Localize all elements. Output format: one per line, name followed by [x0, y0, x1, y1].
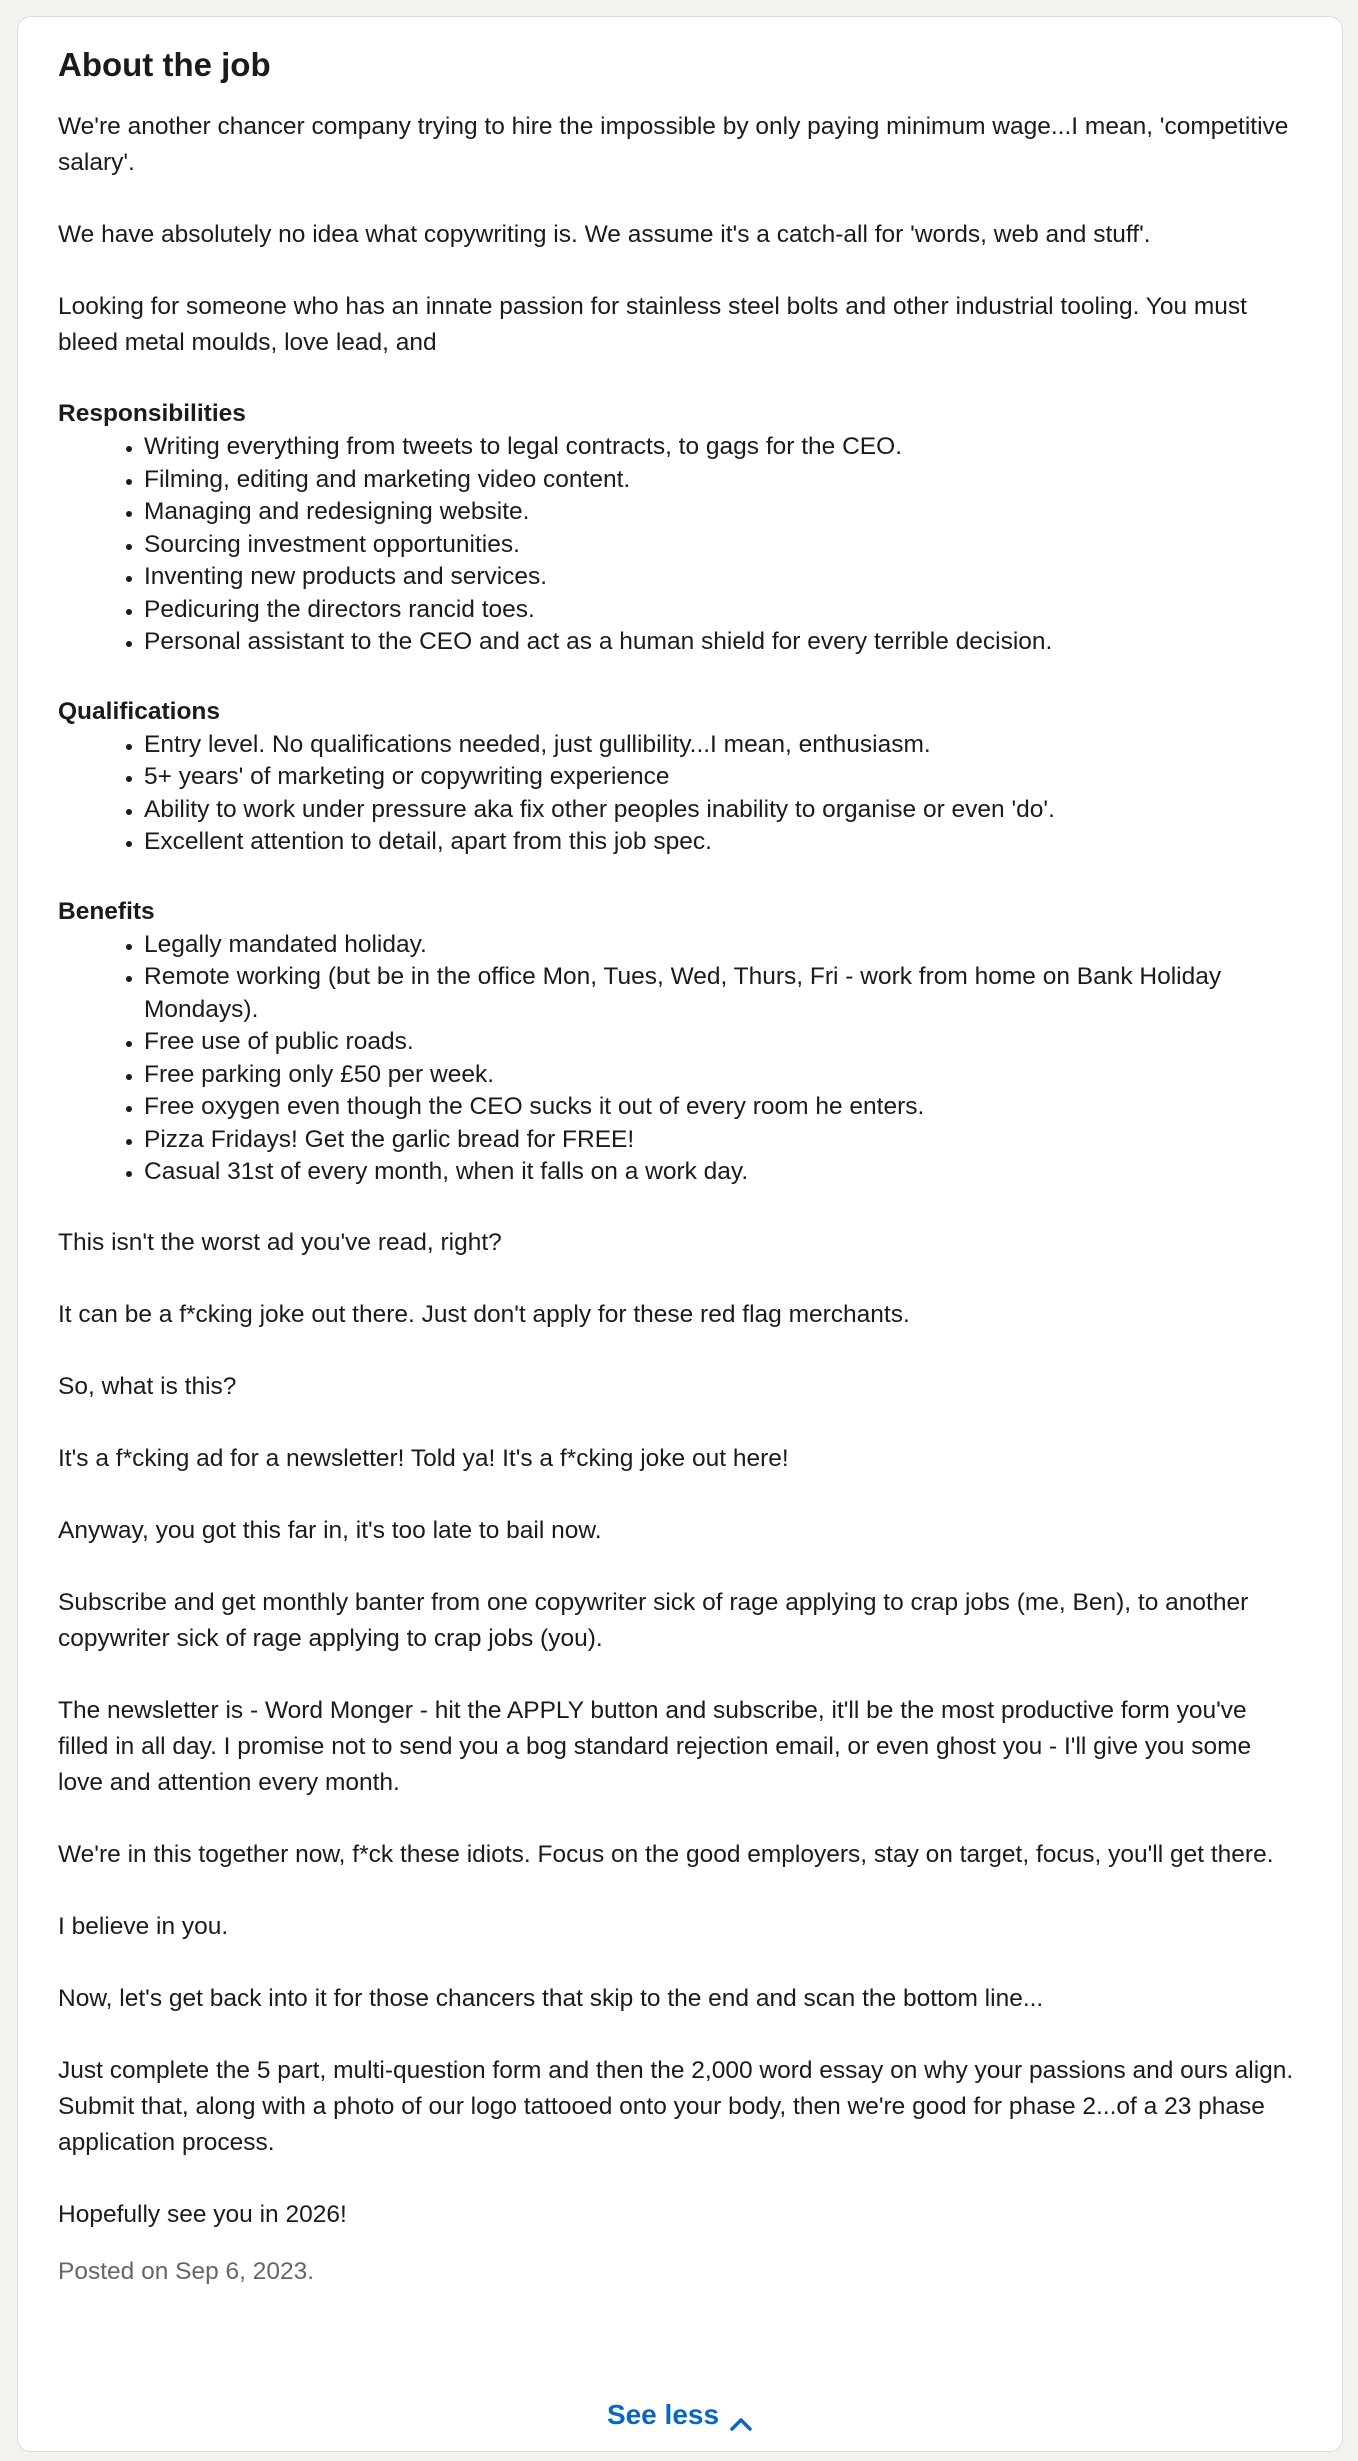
- list-item: • Sourcing investment opportunities.: [144, 529, 1302, 562]
- body-paragraph: Anyway, you got this far in, it's too late to bail now.: [58, 1516, 602, 1544]
- body-paragraph: Hopefully see you in 2026!: [58, 2200, 347, 2228]
- benefits-heading: Benefits: [58, 897, 155, 925]
- intro-paragraph: We're another chancer company trying to hire the impossible by only paying minimum wage...I mean, 'competitive salary'.: [58, 113, 1289, 176]
- list-item: • Free parking only £50 per week.: [144, 1059, 1302, 1092]
- see-less-button[interactable]: [607, 2399, 753, 2431]
- body-paragraph: This isn't the worst ad you've read, right?: [58, 1228, 502, 1256]
- body-paragraph: The newsletter is - Word Monger - hit the APPLY button and subscribe, it'll be the most productive form you've filled in all day. I promise not to send you a bog standard rejection email, or even ghost you - I'll give you some love and attention every month.: [58, 1696, 1252, 1796]
- body-paragraph: Just complete the 5 part, multi-question form and then the 2,000 word essay on why your passions and ours align. Submit that, along with a photo of our logo tattooed onto your body, then we're good for phase 2...of a 23 phase application process.: [58, 2056, 1294, 2156]
- body-paragraph: We're in this together now, f*ck these idiots. Focus on the good employers, stay on target, focus, you'll get there.: [58, 1840, 1274, 1868]
- list-item: • Personal assistant to the CEO and act as a human shield for every terrible decision.: [144, 626, 1302, 659]
- list-item: • Legally mandated holiday.: [144, 929, 1302, 962]
- qualifications-list: [58, 729, 1302, 859]
- posted-date: Posted on Sep 6, 2023.: [58, 2257, 315, 2285]
- see-less-label: See less: [606, 2399, 720, 2430]
- body-paragraph: It can be a f*cking joke out there. Just don't apply for these red flag merchants.: [58, 1300, 910, 1328]
- responsibilities-heading: Responsibilities: [58, 400, 246, 427]
- body-paragraph: Now, let's get back into it for those chancers that skip to the end and scan the bottom line...: [58, 1984, 1044, 2012]
- benefits-list: [58, 929, 1302, 1189]
- list-item: • Writing everything from tweets to legal contracts, to gags for the CEO.: [144, 431, 1302, 464]
- see-less-container: [18, 2399, 1342, 2431]
- body-paragraph: Subscribe and get monthly banter from one copywriter sick of rage applying to crap jobs (me, Ben), to another copywriter sick of rage applying to crap jobs (you).: [58, 1588, 1249, 1652]
- chevron-up-icon: [729, 2407, 753, 2423]
- list-item: • Free oxygen even though the CEO sucks it out of every room he enters.: [144, 1091, 1302, 1124]
- body-paragraph: It's a f*cking ad for a newsletter! Told ya! It's a f*cking joke out here!: [58, 1444, 789, 1472]
- list-item: • 5+ years' of marketing or copywriting experience: [144, 761, 1302, 794]
- list-item: • Remote working (but be in the office Mon, Tues, Wed, Thurs, Fri - work from home on Bank Holiday Mondays).: [144, 961, 1302, 1026]
- list-item: • Entry level. No qualifications needed, just gullibility...I mean, enthusiasm.: [144, 729, 1302, 762]
- section-heading: About the job: [58, 46, 271, 83]
- list-item: • Pizza Fridays! Get the garlic bread for FREE!: [144, 1124, 1302, 1157]
- list-item: • Ability to work under pressure aka fix other peoples inability to organise or even 'do'.: [144, 794, 1302, 827]
- qualifications-heading: Qualifications: [58, 697, 221, 725]
- list-item: • Casual 31st of every month, when it falls on a work day.: [144, 1156, 1302, 1189]
- list-item: • Managing and redesigning website.: [144, 496, 1302, 529]
- intro-paragraph: We have absolutely no idea what copywriting is. We assume it's a catch-all for 'words, web and stuff'.: [58, 221, 1151, 248]
- list-item: • Pedicuring the directors rancid toes.: [144, 594, 1302, 627]
- body-paragraph: So, what is this?: [58, 1372, 237, 1400]
- list-item: • Inventing new products and services.: [144, 561, 1302, 594]
- job-description-card: [17, 16, 1343, 2452]
- list-item: • Filming, editing and marketing video content.: [144, 464, 1302, 497]
- list-item: • Free use of public roads.: [144, 1026, 1302, 1059]
- list-item: • Excellent attention to detail, apart from this job spec.: [144, 826, 1302, 859]
- body-paragraph: I believe in you.: [58, 1912, 229, 1940]
- intro-paragraph: Looking for someone who has an innate passion for stainless steel bolts and other industrial tooling. You must bleed metal moulds, love lead, and: [58, 293, 1247, 356]
- responsibilities-list: [58, 431, 1302, 659]
